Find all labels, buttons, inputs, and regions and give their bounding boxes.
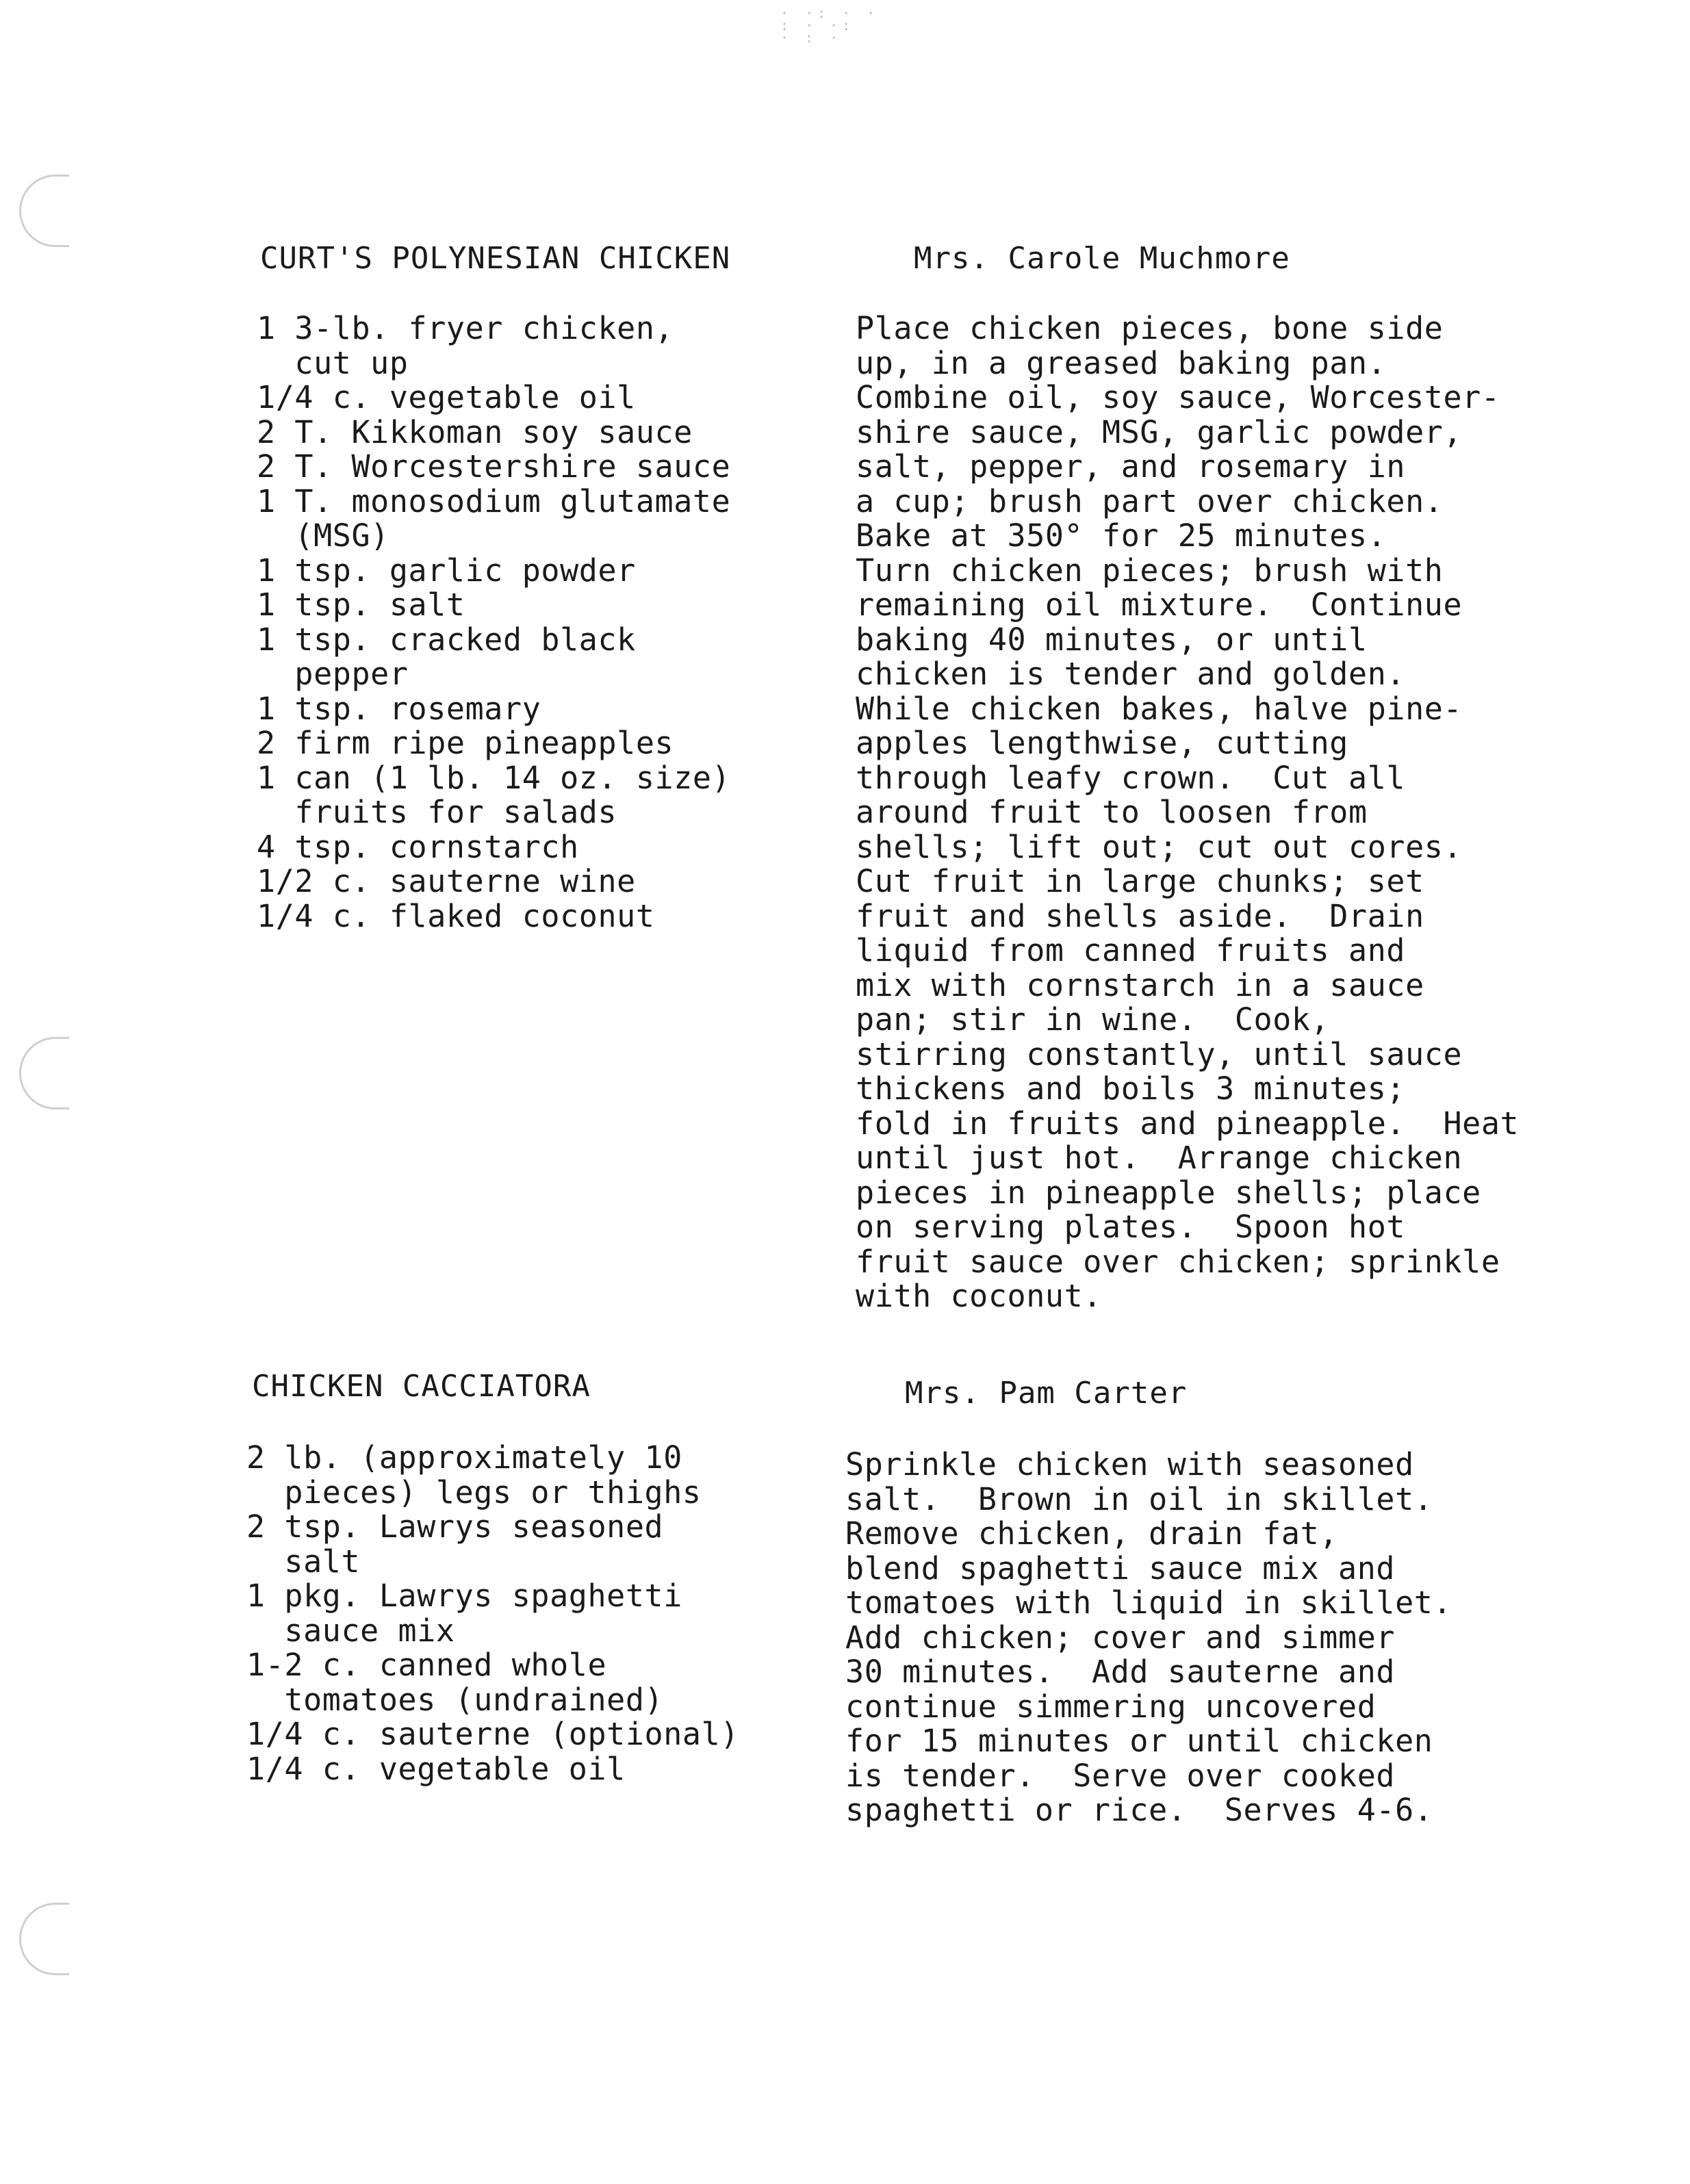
ingredient-line: 2 firm ripe pineapples: [257, 725, 674, 761]
direction-line: tomatoes with liquid in skillet.: [845, 1584, 1452, 1621]
direction-line: on serving plates. Spoon hot: [856, 1209, 1406, 1245]
direction-line: fruit and shells aside. Drain: [856, 897, 1424, 934]
direction-line: thickens and boils 3 minutes;: [856, 1070, 1406, 1107]
recipe-2-ingredients: [246, 1441, 739, 1786]
direction-line: salt, pepper, and rosemary in: [856, 448, 1406, 485]
direction-line: apples lengthwise, cutting: [856, 725, 1348, 761]
ingredient-line: 4 tsp. cornstarch: [257, 828, 579, 865]
ingredient-line: salt: [246, 1543, 361, 1580]
recipe-1-ingredients: [257, 311, 730, 934]
direction-line: shire sauce, MSG, garlic powder,: [856, 413, 1463, 450]
direction-line: While chicken bakes, halve pine-: [856, 690, 1463, 727]
direction-line: with coconut.: [856, 1278, 1102, 1314]
direction-line: chicken is tender and golden.: [856, 656, 1406, 692]
direction-line: pieces in pineapple shells; place: [856, 1174, 1481, 1211]
ingredient-line: pepper: [257, 656, 409, 692]
ingredient-line: 2 tsp. Lawrys seasoned: [246, 1508, 664, 1545]
ingredient-line: 1/2 c. sauterne wine: [257, 863, 636, 899]
ingredient-line: 1 tsp. garlic powder: [257, 552, 636, 589]
recipe-1-title: CURT'S POLYNESIAN CHICKEN: [260, 241, 731, 276]
ingredient-line: 1 tsp. rosemary: [257, 690, 541, 727]
direction-line: fruit sauce over chicken; sprinkle: [856, 1243, 1500, 1280]
binder-hole-middle: [19, 1037, 69, 1109]
scan-speckle: · ·: · · : · ·: · : ·: [780, 5, 880, 46]
direction-line: blend spaghetti sauce mix and: [845, 1550, 1396, 1586]
ingredient-line: 1/4 c. vegetable oil: [257, 379, 636, 415]
direction-line: liquid from canned fruits and: [856, 932, 1406, 968]
ingredient-line: 1 tsp. salt: [257, 587, 465, 623]
direction-line: mix with cornstarch in a sauce: [856, 966, 1424, 1003]
direction-line: remaining oil mixture. Continue: [856, 587, 1463, 623]
direction-line: Remove chicken, drain fat,: [845, 1515, 1338, 1552]
ingredient-line: sauce mix: [246, 1612, 455, 1649]
direction-line: Turn chicken pieces; brush with: [856, 552, 1444, 589]
ingredient-line: 1/4 c. flaked coconut: [257, 897, 655, 934]
ingredient-line: 1/4 c. vegetable oil: [246, 1750, 626, 1787]
direction-line: is tender. Serve over cooked: [845, 1757, 1396, 1794]
ingredient-line: 2 T. Worcestershire sauce: [257, 448, 731, 485]
direction-line: continue simmering uncovered: [845, 1688, 1377, 1725]
ingredient-line: 1 3-lb. fryer chicken,: [257, 310, 674, 346]
recipe-2-contributor: Mrs. Pam Carter: [905, 1376, 1188, 1411]
binder-hole-bottom: [19, 1903, 69, 1975]
ingredient-line: pieces) legs or thighs: [246, 1474, 702, 1511]
direction-line: around fruit to loosen from: [856, 794, 1368, 830]
recipe-1-contributor: Mrs. Carole Muchmore: [914, 241, 1290, 276]
ingredient-line: tomatoes (undrained): [246, 1681, 664, 1718]
direction-line: baking 40 minutes, or until: [856, 621, 1368, 658]
recipe-2-directions: [845, 1448, 1452, 1828]
direction-line: Combine oil, soy sauce, Worcester-: [856, 379, 1500, 415]
direction-line: for 15 minutes or until chicken: [845, 1723, 1433, 1759]
recipe-2-title: CHICKEN CACCIATORA: [252, 1369, 591, 1404]
direction-line: a cup; brush part over chicken.: [856, 483, 1444, 519]
direction-line: up, in a greased baking pan.: [856, 344, 1387, 381]
direction-line: fold in fruits and pineapple. Heat: [856, 1105, 1520, 1142]
direction-line: Sprinkle chicken with seasoned: [845, 1446, 1414, 1482]
recipe-1-directions: [856, 311, 1519, 1314]
direction-line: Bake at 350° for 25 minutes.: [856, 517, 1387, 554]
direction-line: stirring constantly, until sauce: [856, 1036, 1463, 1072]
ingredient-line: cut up: [257, 344, 409, 381]
ingredient-line: 1 pkg. Lawrys spaghetti: [246, 1578, 682, 1614]
ingredient-line: 1 can (1 lb. 14 oz. size): [257, 759, 731, 796]
ingredient-line: 1 tsp. cracked black: [257, 621, 636, 658]
direction-line: Cut fruit in large chunks; set: [856, 863, 1424, 899]
ingredient-line: 1 T. monosodium glutamate: [257, 483, 731, 519]
direction-line: salt. Brown in oil in skillet.: [845, 1480, 1433, 1517]
direction-line: Place chicken pieces, bone side: [856, 310, 1444, 346]
ingredient-line: 1-2 c. canned whole: [246, 1647, 607, 1683]
direction-line: 30 minutes. Add sauterne and: [845, 1654, 1396, 1690]
ingredient-line: fruits for salads: [257, 794, 617, 830]
direction-line: through leafy crown. Cut all: [856, 759, 1406, 796]
direction-line: Add chicken; cover and simmer: [845, 1619, 1396, 1656]
ingredient-line: 2 T. Kikkoman soy sauce: [257, 413, 693, 450]
ingredient-line: 2 lb. (approximately 10: [246, 1439, 682, 1476]
ingredient-line: (MSG): [257, 517, 389, 554]
binder-hole-top: [19, 175, 69, 247]
ingredient-line: 1/4 c. sauterne (optional): [246, 1716, 739, 1752]
direction-line: spaghetti or rice. Serves 4-6.: [845, 1792, 1433, 1828]
direction-line: shells; lift out; cut out cores.: [856, 828, 1463, 865]
direction-line: until just hot. Arrange chicken: [856, 1140, 1463, 1176]
direction-line: pan; stir in wine. Cook,: [856, 1001, 1330, 1038]
